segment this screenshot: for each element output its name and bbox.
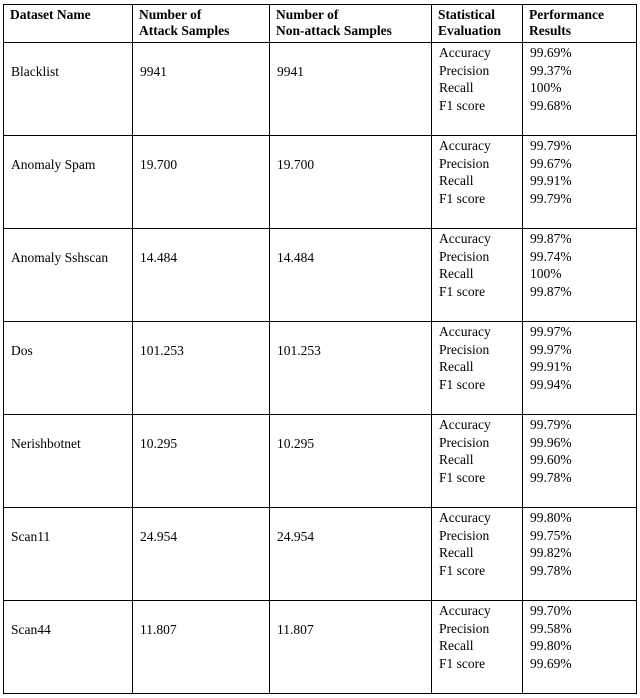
- metrics-cell: [432, 322, 523, 415]
- metric-label: Accuracy: [439, 324, 491, 339]
- header-attack-samples: [133, 5, 270, 43]
- non-attack-samples-cell: 24.954: [270, 508, 432, 601]
- result-value: 99.82%: [530, 545, 572, 561]
- results-cell: [523, 229, 637, 322]
- results-cell: [523, 322, 637, 415]
- results-table: [3, 4, 637, 694]
- result-value: 99.91%: [530, 173, 572, 189]
- result-value: 100%: [530, 80, 562, 96]
- dataset-name-cell: Scan44: [4, 601, 133, 694]
- header-line: Performance: [529, 7, 604, 22]
- header-dataset-name: [4, 5, 133, 43]
- attack-samples-cell: 14.484: [133, 229, 270, 322]
- result-value: 99.96%: [530, 434, 572, 450]
- metric-label: Precision: [439, 248, 490, 264]
- result-value: 99.69%: [530, 655, 572, 671]
- header-statistical-evaluation: [432, 5, 523, 43]
- metric-label: Accuracy: [439, 138, 491, 153]
- dataset-name-cell: Anomaly Spam: [4, 136, 133, 229]
- table-row: [4, 322, 637, 415]
- results-cell: [523, 43, 637, 136]
- results-cell: [523, 415, 637, 508]
- metric-label: F1 score: [439, 655, 486, 671]
- result-value: 99.97%: [530, 341, 572, 357]
- result-value: 99.74%: [530, 248, 572, 264]
- metric-label: Precision: [439, 527, 490, 543]
- metric-label: Accuracy: [439, 231, 491, 246]
- metrics-cell: [432, 229, 523, 322]
- metric-label: Precision: [439, 155, 490, 171]
- non-attack-samples-cell: 19.700: [270, 136, 432, 229]
- metric-label: Precision: [439, 62, 490, 78]
- result-value: 99.37%: [530, 62, 572, 78]
- metric-label: F1 score: [439, 190, 486, 206]
- result-value: 99.91%: [530, 359, 572, 375]
- results-cell: [523, 508, 637, 601]
- result-value: 99.68%: [530, 97, 572, 113]
- metrics-cell: [432, 601, 523, 694]
- header-non-attack-samples: [270, 5, 432, 43]
- header-line: Non-attack Samples: [276, 22, 392, 38]
- result-value: 99.78%: [530, 562, 572, 578]
- attack-samples-cell: 24.954: [133, 508, 270, 601]
- dataset-name-cell: Blacklist: [4, 43, 133, 136]
- dataset-name-cell: Anomaly Sshscan: [4, 229, 133, 322]
- metric-label: Precision: [439, 620, 490, 636]
- metric-label: Recall: [439, 359, 474, 375]
- result-value: 99.69%: [530, 45, 572, 60]
- metric-label: Accuracy: [439, 510, 491, 525]
- metric-label: F1 score: [439, 97, 486, 113]
- result-value: 99.79%: [530, 417, 572, 432]
- non-attack-samples-cell: 14.484: [270, 229, 432, 322]
- result-value: 99.58%: [530, 620, 572, 636]
- table-row: [4, 43, 637, 136]
- result-value: 99.70%: [530, 603, 572, 618]
- metric-label: F1 score: [439, 283, 486, 299]
- metric-label: Accuracy: [439, 45, 491, 60]
- metric-label: Recall: [439, 266, 474, 282]
- metric-label: F1 score: [439, 469, 486, 485]
- metric-label: F1 score: [439, 376, 486, 392]
- metrics-cell: [432, 136, 523, 229]
- table-row: [4, 508, 637, 601]
- header-line: Statistical: [438, 7, 495, 22]
- attack-samples-cell: 9941: [133, 43, 270, 136]
- table-row: [4, 136, 637, 229]
- header-line: Results: [529, 22, 572, 38]
- metrics-cell: [432, 43, 523, 136]
- metric-label: Recall: [439, 638, 474, 654]
- metric-label: Recall: [439, 80, 474, 96]
- dataset-name-cell: Dos: [4, 322, 133, 415]
- result-value: 99.80%: [530, 510, 572, 525]
- result-value: 99.67%: [530, 155, 572, 171]
- non-attack-samples-cell: 10.295: [270, 415, 432, 508]
- attack-samples-cell: 11.807: [133, 601, 270, 694]
- result-value: 99.80%: [530, 638, 572, 654]
- metric-label: Recall: [439, 452, 474, 468]
- header-row: [4, 5, 637, 43]
- header-line: Number of: [276, 7, 339, 22]
- table-row: [4, 415, 637, 508]
- attack-samples-cell: 10.295: [133, 415, 270, 508]
- dataset-name-cell: Nerishbotnet: [4, 415, 133, 508]
- header-line: Evaluation: [438, 22, 502, 38]
- header-line: Attack Samples: [139, 22, 230, 38]
- metric-label: Precision: [439, 341, 490, 357]
- result-value: 99.78%: [530, 469, 572, 485]
- header-line: Dataset Name: [10, 7, 91, 22]
- attack-samples-cell: 101.253: [133, 322, 270, 415]
- result-value: 100%: [530, 266, 562, 282]
- result-value: 99.60%: [530, 452, 572, 468]
- metric-label: Accuracy: [439, 603, 491, 618]
- result-value: 99.75%: [530, 527, 572, 543]
- results-cell: [523, 601, 637, 694]
- header-performance-results: [523, 5, 637, 43]
- metric-label: Recall: [439, 545, 474, 561]
- attack-samples-cell: 19.700: [133, 136, 270, 229]
- header-line: Number of: [139, 7, 202, 22]
- metrics-cell: [432, 415, 523, 508]
- result-value: 99.97%: [530, 324, 572, 339]
- result-value: 99.87%: [530, 231, 572, 246]
- dataset-name-cell: Scan11: [4, 508, 133, 601]
- metrics-cell: [432, 508, 523, 601]
- result-value: 99.94%: [530, 376, 572, 392]
- result-value: 99.79%: [530, 138, 572, 153]
- results-cell: [523, 136, 637, 229]
- table-row: [4, 601, 637, 694]
- metric-label: Precision: [439, 434, 490, 450]
- table-row: [4, 229, 637, 322]
- non-attack-samples-cell: 101.253: [270, 322, 432, 415]
- non-attack-samples-cell: 11.807: [270, 601, 432, 694]
- metric-label: Accuracy: [439, 417, 491, 432]
- metric-label: F1 score: [439, 562, 486, 578]
- result-value: 99.79%: [530, 190, 572, 206]
- metric-label: Recall: [439, 173, 474, 189]
- result-value: 99.87%: [530, 283, 572, 299]
- non-attack-samples-cell: 9941: [270, 43, 432, 136]
